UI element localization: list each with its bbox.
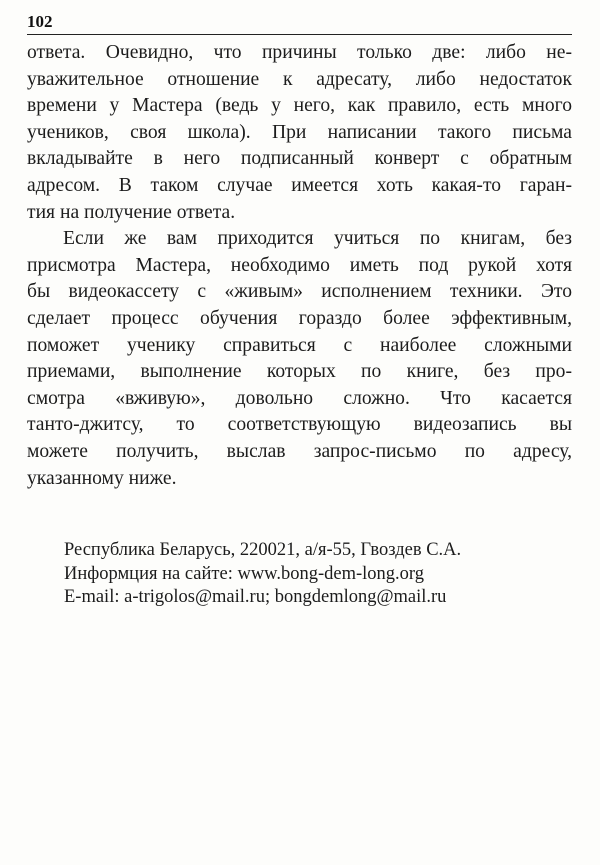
- body-text: [27, 40, 572, 492]
- text-line: танто-джитсу, то соответствующую видеозапись вы: [27, 414, 572, 436]
- text-line: учеников, своя школа). При написании такого письма: [27, 121, 572, 143]
- text-line: сделает процесс обучения гораздо более эффективным,: [27, 307, 572, 329]
- text-line: приемами, выполнение которых по книге, без про-: [27, 361, 572, 383]
- contact-address-block: [64, 539, 461, 610]
- text-line: бы видеокассету с «живым» исполнением техники. Это: [27, 281, 572, 303]
- text-line: уважительное отношение к адресату, либо недостаток: [27, 68, 572, 90]
- text-line: времени у Мастера (ведь у него, как правило, есть много: [27, 95, 572, 117]
- paragraph-2: [27, 226, 572, 492]
- page-header: [27, 12, 572, 35]
- email-info: E-mail: a-trigolos@mail.ru; bongdemlong@mail.ru: [64, 587, 447, 607]
- text-line: тия на получение ответа.: [27, 201, 236, 223]
- text-line: можете получить, выслав запрос-письмо по адресу,: [27, 440, 572, 462]
- text-line: присмотра Мастера, необходимо иметь под рукой хотя: [27, 254, 572, 276]
- text-line: смотра «вживую», довольно сложно. Что касается: [27, 387, 572, 409]
- text-line: Если же вам приходится учиться по книгам, без: [63, 228, 572, 250]
- text-line: указанному ниже.: [27, 467, 177, 489]
- text-line: адресом. В таком случае имеется хоть какая-то гаран-: [27, 174, 572, 196]
- text-line: ответа. Очевидно, что причины только две: либо не-: [27, 42, 572, 63]
- text-line: поможет ученику справиться с наиболее сложными: [27, 334, 572, 356]
- text-line: вкладывайте в него подписанный конверт с обратным: [27, 148, 572, 170]
- website-info: Информция на сайте: www.bong-dem-long.org: [64, 563, 424, 584]
- postal-address: Республика Беларусь, 220021, а/я-55, Гвоздев С.А.: [64, 540, 462, 560]
- page-number: 102: [27, 12, 53, 31]
- paragraph-1: [27, 40, 572, 226]
